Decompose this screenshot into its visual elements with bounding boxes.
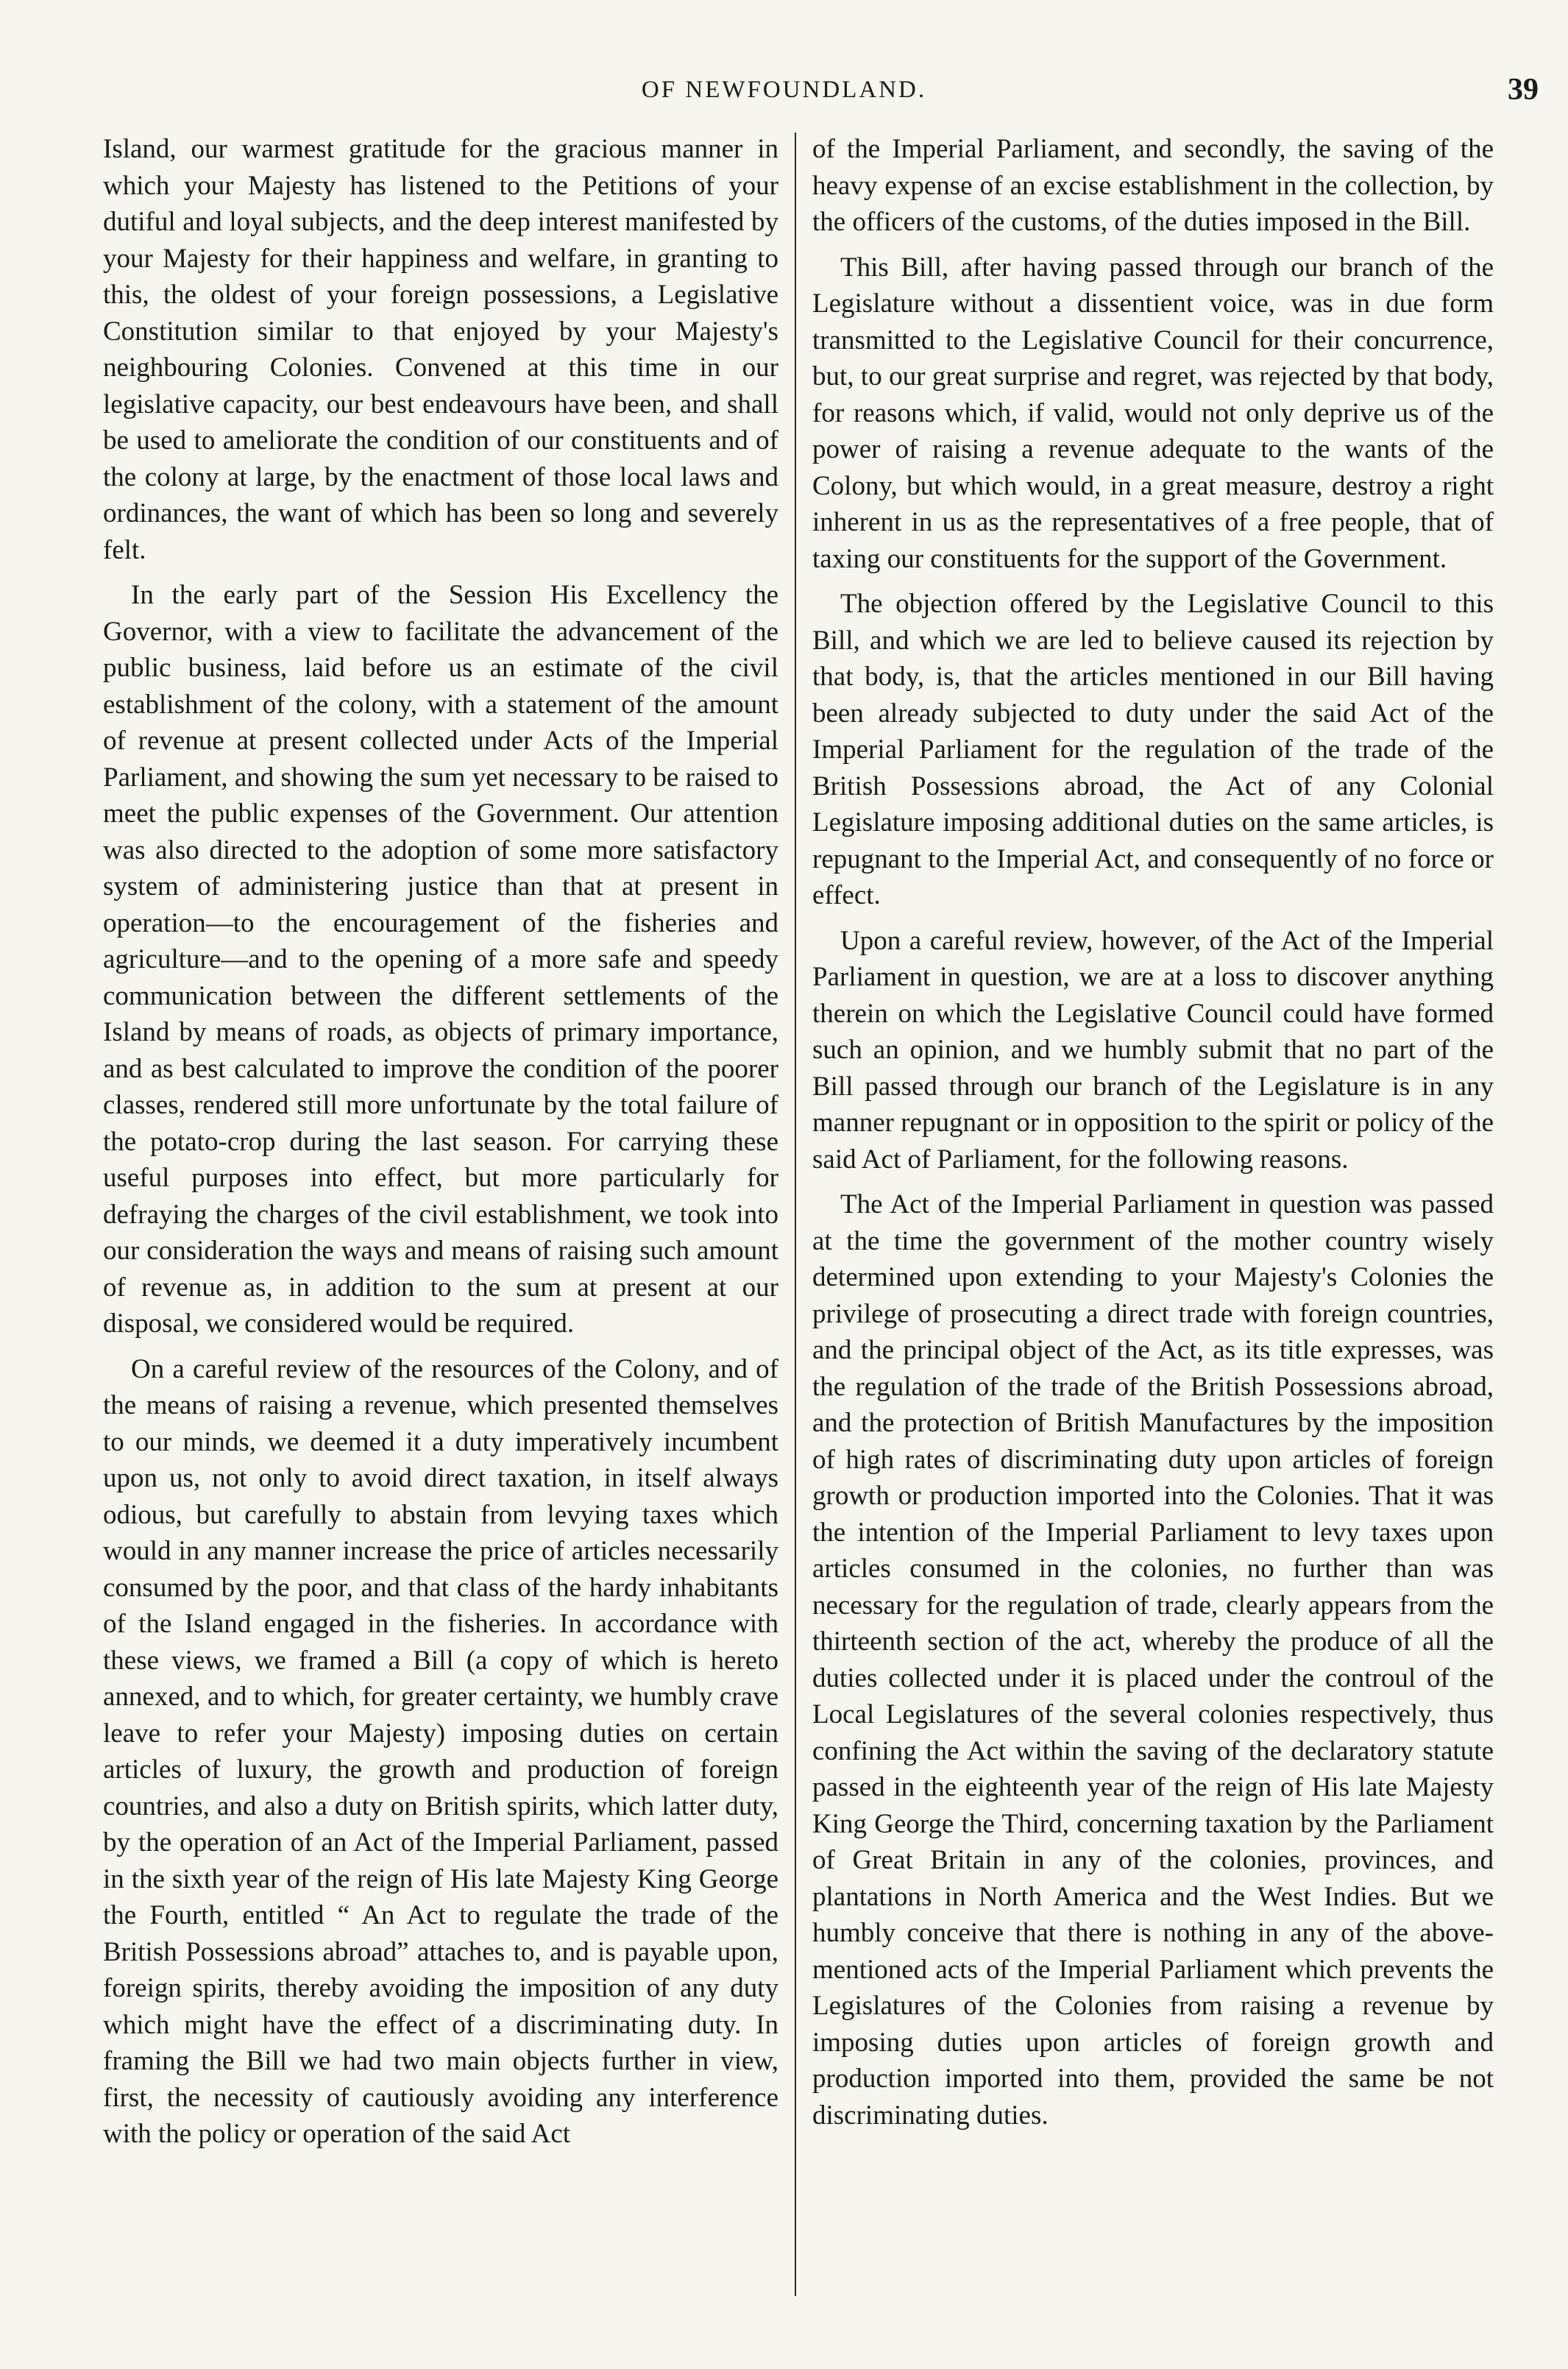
paragraph: Island, our warmest gratitude for the gracious manner in which your Majesty has listened to the Petitions of your dutiful and loyal subjects, and the deep interest manifested by your Majesty for their happiness and welfare, in granting to this, the oldest of your foreign possessions, a Legislative Constitution similar to that enjoyed by your Majesty's neighbouring Colonies. Convened at this time in our legislative capacity, our best endeavours have been, and shall be used to ameliorate the condition of our constituents and of the colony at large, by the enactment of those local laws and ordinances, the want of which has been so long and severely felt. — [103, 134, 778, 565]
page-number: 39 — [1508, 73, 1539, 107]
right-column — [812, 131, 1494, 2142]
paragraph: This Bill, after having passed through our branch of the Legislature without a dissentient voice, was in due form transmitted to the Legislative Council for their concurrence, but, to our great surprise and regret, was rejected by that body, for reasons which, if valid, would not only deprive us of the power of raising a revenue adequate to the wants of the Colony, but which would, in a great measure, destroy a right inherent in us as the representatives of a free people, that of taxing our constituents for the support of the Government. — [812, 252, 1494, 574]
left-column — [103, 131, 778, 2161]
paragraph: On a careful review of the resources of the Colony, and of the means of raising a revenue, which presented themselves to our minds, we deemed it a duty imperatively incumbent upon us, not only to avoid direct taxation, in itself always odious, but carefully to abstain from levying taxes which would in any manner increase the price of articles necessarily consumed by the poor, and that class of the hardy inhabitants of the Island engaged in the fisheries. In accordance with these views, we framed a Bill (a copy of which is hereto annexed, and to which, for greater certainty, we humbly crave leave to refer your Majesty) imposing duties on certain articles of luxury, the growth and production of foreign countries, and also a duty on British spirits, which latter duty, by the operation of an Act of the Imperial Parliament, passed in the sixth year of the reign of His late Majesty King George the Fourth, entitled “ An Act to regulate the trade of the British Possessions abroad” attaches to, and is payable upon, foreign spirits, thereby avoiding the imposition of any duty which might have the effect of a discriminating duty. In framing the Bill we had two main objects further in view, first, the necessity of cautiously avoiding any interference with the policy or operation of the said Act — [103, 1353, 778, 2149]
paragraph: of the Imperial Parliament, and secondly, the saving of the heavy expense of an excise establishment in the collection, by the officers of the customs, of the duties imposed in the Bill. — [812, 134, 1494, 237]
running-title: OF NEWFOUNDLAND. — [641, 77, 927, 103]
paragraph: The objection offered by the Legislative Council to this Bill, and which we are led to believe caused its rejection by that body, is, that the articles mentioned in our Bill having been already subjected to duty under the said Act of the Imperial Parliament for the regulation of the trade of the British Possessions abroad, the Act of any Colonial Legislature imposing additional duties on the same articles, is repugnant to the Imperial Act, and consequently of no force or effect. — [812, 589, 1494, 910]
paragraph: The Act of the Imperial Parliament in question was passed at the time the government of the mother country wisely determined upon extending to your Majesty's Colonies the privilege of prosecuting a direct trade with foreign countries, and the principal object of the Act, as its title expresses, was the regulation of the trade of the British Possessions abroad, and the protection of British Manufactures by the imposition of high rates of discriminating duty upon articles of foreign growth or production imported into the Colonies. That it was the intention of the Imperial Parliament to levy taxes upon articles consumed in the colonies, no further than was necessary for the regulation of trade, clearly appears from the thirteenth section of the act, whereby the produce of all the duties collected under it is placed under the controul of the Local Legislatures of the several colonies respectively, thus confining the Act within the saving of the declaratory statute passed in the eighteenth year of the reign of His late Majesty King George the Third, concerning taxation by the Parliament of Great Britain in any of the colonies, provinces, and plantations in North America and the West Indies. But we humbly conceive that there is nothing in any of the above-mentioned acts of the Imperial Parliament which prevents the Legislatures of the Colonies from raising a revenue by imposing duties upon articles of foreign growth and production imported into them, provided the same be not discriminating duties. — [812, 1189, 1494, 2131]
paragraph: Upon a careful review, however, of the Act of the Imperial Parliament in question, we are at a loss to discover anything therein on which the Legislative Council could have formed such an opinion, and we humbly submit that no part of the Bill passed through our branch of the Legislature is in any manner repugnant or in opposition to the spirit or policy of the said Act of Parliament, for the following reasons. — [812, 925, 1494, 1175]
column-divider — [795, 132, 796, 2296]
paragraph: In the early part of the Session His Excellency the Governor, with a view to facilitate the advancement of the public business, laid before us an estimate of the civil establishment of the colony, with a statement of the amount of revenue at present collected under Acts of the Imperial Parliament, and showing the sum yet necessary to be raised to meet the public expenses of the Government. Our attention was also directed to the adoption of some more satisfactory system of administering justice than that at present in operation—to the encouragement of the fisheries and agriculture—and to the opening of a more safe and speedy communication between the different settlements of the Island by means of roads, as objects of primary importance, and as best calculated to improve the condition of the poorer classes, rendered still more unfortunate by the total failure of the potato-crop during the last season. For carrying these useful purposes into effect, but more particularly for defraying the charges of the civil establishment, we took into our consideration the ways and means of raising such amount of revenue as, in addition to the sum at present at our disposal, we considered would be required. — [103, 580, 778, 1339]
